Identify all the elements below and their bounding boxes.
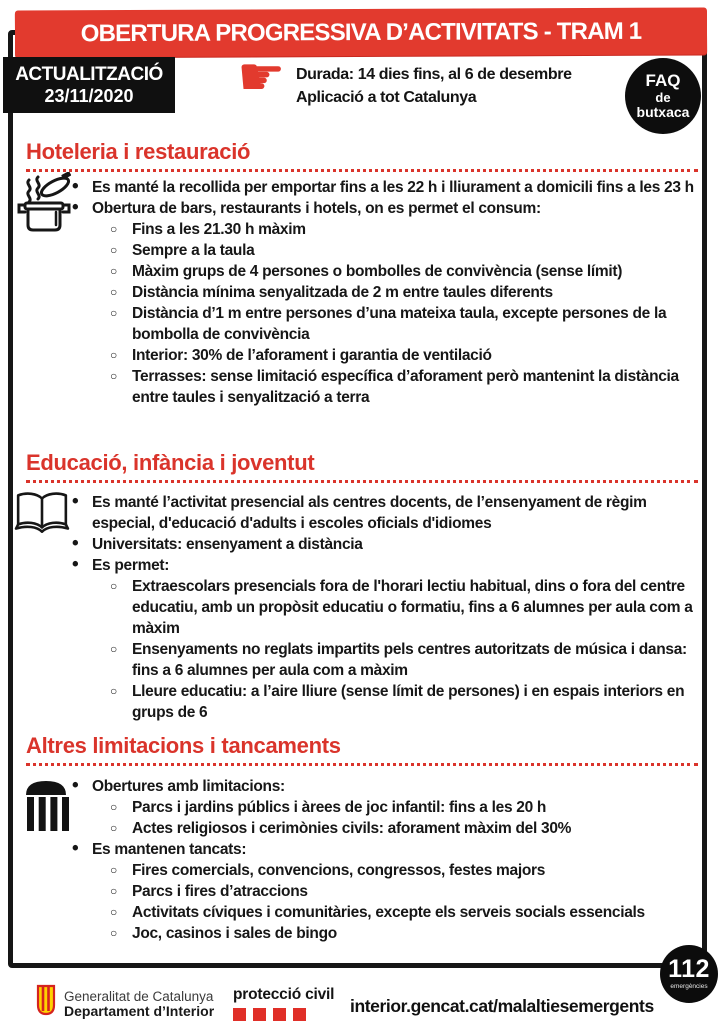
altres-list	[60, 776, 702, 944]
faq-badge	[625, 58, 701, 134]
sub-bullet-item: ○ Actes religiosos i cerimònies civils: aforament màxim del 30%	[60, 818, 702, 839]
update-box	[3, 57, 175, 113]
red-square-icon	[233, 1008, 246, 1021]
faq-badge-line1: FAQ	[645, 70, 681, 90]
sub-bullet-item: ○ Extraescolars presencials fora de l'horari lectiu habitual, dins o fora del centre educatiu, amb un propòsit educatiu o formatiu, fins a 6 alumnes per aula com a màxim	[60, 576, 702, 639]
sub-bullet-item: ○ Parcs i jardins públics i àrees de joc infantil: fins a les 20 h	[60, 797, 702, 818]
scope-line: Aplicació a tot Catalunya	[296, 89, 477, 106]
sub-bullet-item: ○ Parcs i fires d’atraccions	[60, 881, 702, 902]
section-heading-hoteleria: Hoteleria i restauració	[26, 139, 698, 172]
page-title: OBERTURA PROGRESSIVA D’ACTIVITATS - TRAM 1	[15, 7, 707, 57]
intro-text	[296, 63, 572, 109]
emergency-number: 112	[668, 955, 710, 984]
hoteleria-list	[60, 177, 702, 408]
sub-bullet-item: ○ Terrasses: sense limitació específica d’aforament però mantenint la distància entre taules i senyalització a terra	[60, 366, 702, 408]
update-date: 23/11/2020	[44, 85, 134, 106]
educacio-list	[60, 492, 702, 723]
sub-bullet-item: ○ Lleure educatiu: a l’aire lliure (sense límit de persones) i en espais interiors en grups de 6	[60, 681, 702, 723]
duration-line: Durada: 14 dies fins, al 6 de desembre	[296, 66, 572, 83]
gencat-name: Generalitat de Catalunya	[64, 989, 214, 1004]
emergency-112-badge	[660, 945, 718, 1003]
faq-badge-line2: de	[655, 89, 671, 105]
sub-bullet-item: ○ Fins a les 21.30 h màxim	[60, 219, 702, 240]
pointing-hand-icon: ☛	[237, 45, 286, 108]
bullet-item: • Obertures amb limitacions:	[60, 776, 702, 797]
red-square-icon	[253, 1008, 266, 1021]
section-heading-educacio: Educació, infància i joventut	[26, 450, 698, 483]
gencat-department: Departament d’Interior	[64, 1003, 215, 1019]
senyera-shield-icon	[36, 984, 56, 1021]
bullet-item: • Obertura de bars, restaurants i hotels, on es permet el consum:	[60, 198, 702, 219]
sub-bullet-item: ○ Joc, casinos i sales de bingo	[60, 923, 702, 944]
bullet-item: • Es permet:	[60, 555, 702, 576]
sub-bullet-item: ○ Sempre a la taula	[60, 240, 702, 261]
sub-bullet-item: ○ Màxim grups de 4 persones o bombolles de convivència (sense límit)	[60, 261, 702, 282]
sub-bullet-item: ○ Ensenyaments no reglats impartits pels centres autoritzats de música i dansa: fins a 6 alumnes per aula com a màxim	[60, 639, 702, 681]
bullet-item: • Es manté l’activitat presencial als centres docents, de l’ensenyament de règim especial, d'educació d'adults i escoles oficials d'idiomes	[60, 492, 702, 534]
proteccio-civil-squares	[233, 1008, 334, 1021]
bullet-item: • Es manté la recollida per emportar fins a les 22 h i lliurament a domicili fins a les 23 h	[60, 177, 702, 198]
section-heading-altres: Altres limitacions i tancaments	[26, 733, 698, 766]
footer-url: interior.gencat.cat/malaltiesemergents	[350, 996, 654, 1016]
sub-bullet-item: ○ Distància mínima senyalitzada de 2 m entre taules diferents	[60, 282, 702, 303]
red-square-icon	[273, 1008, 286, 1021]
sub-bullet-item: ○ Activitats cíviques i comunitàries, excepte els serveis socials essencials	[60, 902, 702, 923]
update-label: ACTUALITZACIÓ	[15, 63, 163, 85]
gencat-logo-text	[64, 989, 214, 1019]
proteccio-civil-logo	[233, 986, 334, 1021]
bullet-item: • Universitats: ensenyament a distància	[60, 534, 702, 555]
sub-bullet-item: ○ Interior: 30% de l’aforament i garantia de ventilació	[60, 345, 702, 366]
proteccio-civil-label: protecció civil	[233, 986, 335, 1003]
faq-badge-line3: butxaca	[636, 103, 690, 120]
red-square-icon	[293, 1008, 306, 1021]
bullet-item: • Es mantenen tancats:	[60, 839, 702, 860]
emergency-label: emergències	[670, 983, 708, 991]
sub-bullet-item: ○ Fires comercials, convencions, congressos, festes majors	[60, 860, 702, 881]
sub-bullet-item: ○ Distància d’1 m entre persones d’una mateixa taula, excepte persones de la bombolla de convivència	[60, 303, 702, 345]
